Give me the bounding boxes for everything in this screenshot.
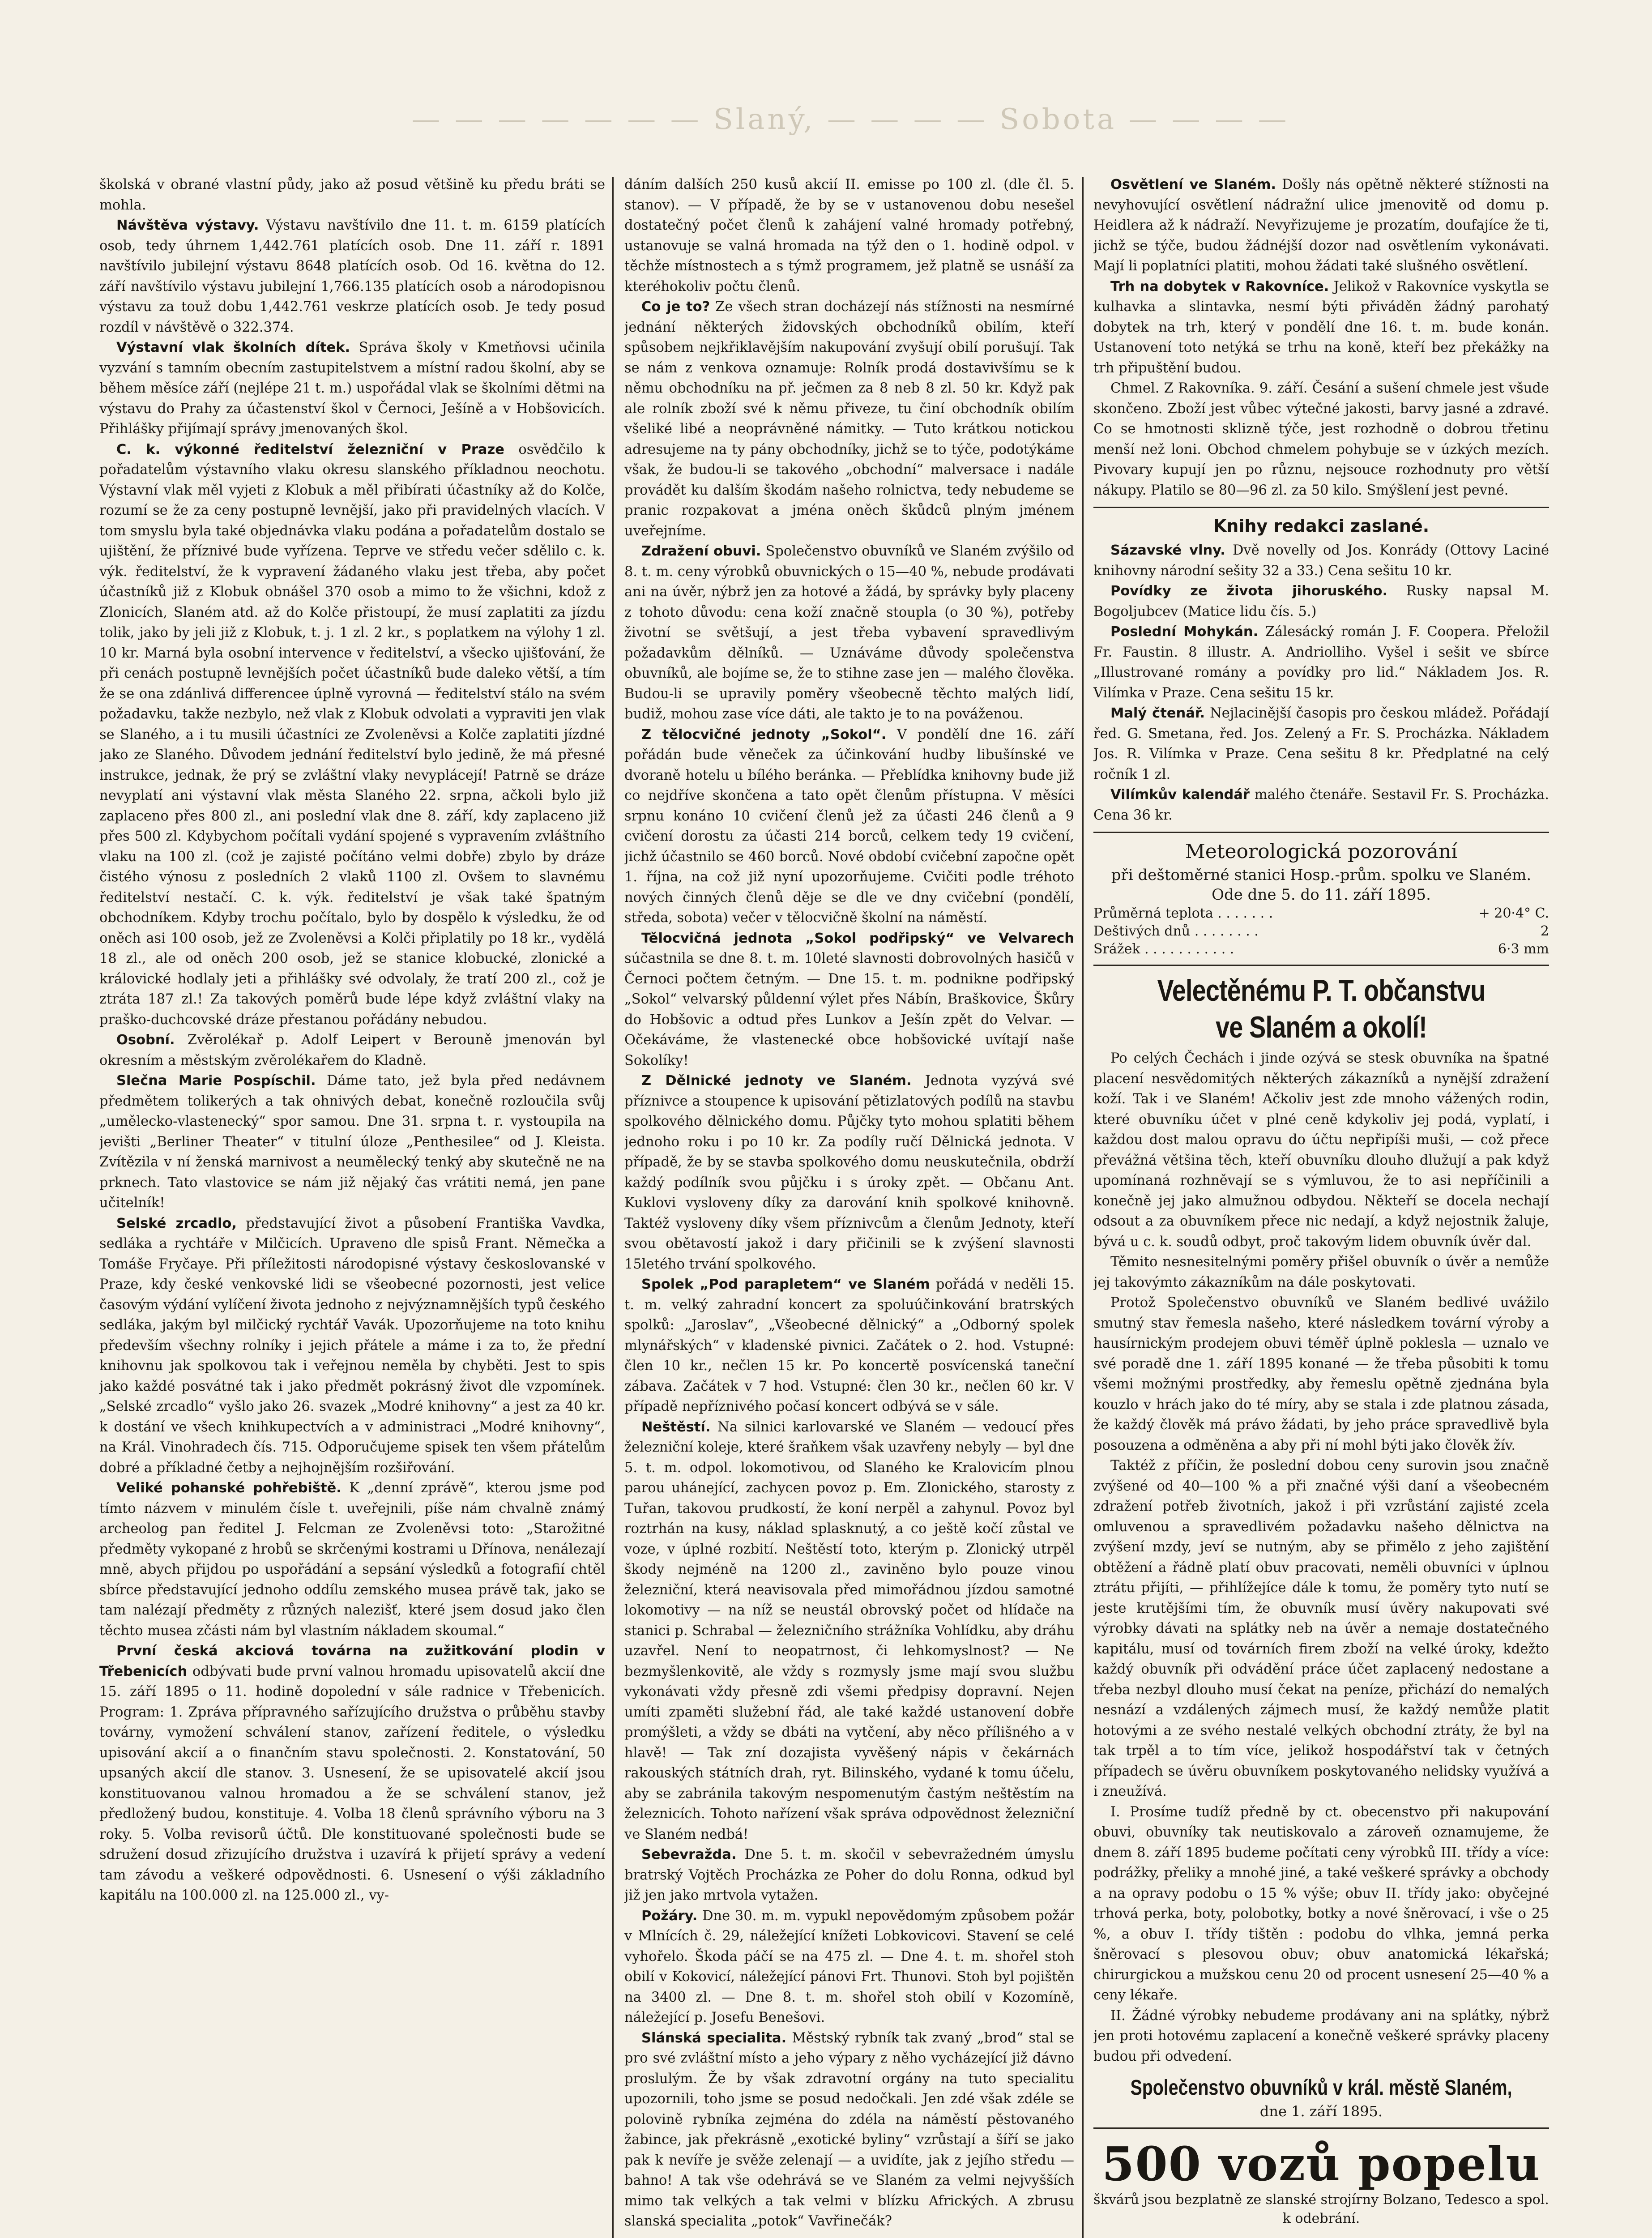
article-paragraph [99, 1478, 605, 1641]
divider [1093, 832, 1549, 833]
article-text: Nejlacinější časopis pro českou mládež. Pořádají řed. G. Smetana, řed. Jos. Zelený a Fr. S. Procházka. Nákladem Jos. R. Vilímka v Praze. Cena sešitu 8 kr. Předplatné na celý ročník 1 zl. [1093, 705, 1549, 782]
meteo-subtitle: při deštoměrné stanici Hosp.-prům. spolku ve Slaném. [1111, 866, 1532, 884]
article-paragraph [99, 1641, 605, 1906]
article-paragraph [99, 175, 605, 215]
article-heading: Z Dělnické jednoty ve Slaném. [641, 1073, 912, 1089]
article-paragraph [624, 1906, 1074, 2028]
appeal-body [1093, 1048, 1549, 2067]
article-paragraph [624, 1274, 1074, 1417]
ad-headline: 500 vozů popelu [1101, 2136, 1541, 2191]
article-text: Zvěrolékař p. Adolf Leipert v Berouně jmenován byl okresním a městským zvěrolékařem do Kladně. [99, 1032, 605, 1068]
article-text: Na silnici karlovarské ve Slaném — vedoucí přes železniční koleje, které šraňkem však uzavřeny nebyly — byl dne 5. t. m. odpol. lokomotivou, od Slaného ke Kralovicím plnou parou uhánející, zachycen povoz p. Em. Zlonického, starosty z Tuřan, takovou prudkostí, že koní nerpěl a zahynul. Povoz byl roztrhán na kusy, náklad splasknutý, a co ještě kočí zůstal ve voze, v úplné rozbití. Neštěstí toto, kterým p. Zlonický utrpěl škody nejméně na 1200 zl., zaviněno bylo pouze vinou železniční, která neavisovala před mimořádnou jízdou samotné lokomotivy — na níž se neustál obrovský počet od hlídače na stanici p. Schrabal — železničního strážníka Vohlídku, aby dráhu uzavřel. Není to neopatrnost, či lehkomyslnost? — Ne bezmyšlenkovitě, ale vždy s rozmysly jsme mají svou službu vykonávati vždy přesně zdi všemi předpisy dopravní. Nejen umíti zpaměti služební řád, ale také každé ustanovení dobře promýšleti, a vždy se dbáti na vytčení, aby něco přílišného a v hlavě! — Tak zní dozajista vyvěšený nápis v čekárnách rakouských státních drah, ryt. Bilinského, vydané k tomu účelu, aby se zabránila takovým nespomenutým častým neštěstím na železnicích. Tohoto nařízení však správa odpovědnost železniční ve Slaném nedbá! [624, 1419, 1074, 1842]
meteo-table [1093, 905, 1549, 958]
article-text: malého čtenáře. Sestavil Fr. S. Procházka. Cena 36 kr. [1093, 787, 1549, 823]
article-paragraph [624, 1071, 1074, 1274]
article-text: Společenstvo obuvníků ve Slaném zvýšilo od 8. t. m. ceny výrobků obuvnických o 15—40 %, nebude prodávati ani na úvěr, nýbrž jen za hotové a žádá, by správky byly placeny z tohoto důvodu: cena koží značně stoupla (o 30 %), potřeby životní se světšují, a jest třeba vybavení spravedlivým požadavkům dělníků. — Uznáváme důvody společenstva obuvníků, ale bojíme se, že to stihne zase jen — malého člověka. Budou-li se upravily poměry všeobecně těchto malých lidí, budiž, mohou zase více dáti, ale takto je to na pováženou. [624, 543, 1074, 722]
meteo-period: Ode dne 5. do 11. září 1895. [1212, 886, 1431, 904]
article-paragraph [1093, 703, 1549, 785]
article-heading: Spolek „Pod parapletem“ ve Slaném [641, 1277, 930, 1292]
article-text: Chmel. Z Rakovníka. 9. září. Česání a sušení chmele jest všude skončeno. Zboží jest vůbec výtečné jakosti, barvy jasné a zdravé. Co se hmotnosti sklizně týče, jest rozhodně o dobrou třetinu menší než loni. Obchod chmelem pohybuje se v úzkých mezích. Pivovary kupují jen po různu, nejsouce rozhodnuty pro větší nákupy. Platilo se 80—96 zl. za 50 kilo. Smýšlení jest pevné. [1093, 380, 1549, 498]
article-text: K „denní zprávě“, kterou jsme pod tímto názvem v minulém čísle t. uveřejnili, píše nám chvalně známý archeolog pan ředitel J. Felcman ze Zvoleněvsi toto: „Starožitné předměty vykopané z hrobů se skrčenými kostrami u Dřínova, nenálezají mně, abych přijdou po uspořádání a sepsání výsledků a fotografií chtěl sbírce představující jednoho oddílu zemského musea právě tak, jako se tam nalézají předměty z různých nalezišť, které jsem dosud jako člen těchto musea zčásti nám byl vlastním nákladem skoumal.“ [99, 1480, 605, 1639]
article-text: odbývati bude první valnou hromadu upisovatelů akcií dne 15. září 1895 o 11. hodině dopolední v sále radnice v Třebenicích. Program: 1. Zpráva přípravného sařízujícího družstva o průběhu stavby továrny, vymožení schválení stanov, zařízení ředitele, o výsledku upisování akcií a o finančním stavu společnosti. 2. Konstatování, 50 upsaných akcií dle stanov. 3. Usnesení, že se upisovatelé akcií jsou konstituovanou valnou hromadou a že se schválení stanov, jež předložený budou, konstituje. 4. Volba 18 členů správního výboru na 3 roky. 5. Volba revisorů účtů. Dle konstituované společnosti bude se sdružení dosud zřizujícího družstva i uzavírá k přijetí správy a vedení tam závodu a veškeré odpovědnosti. 6. Usnesení o výši základního kapitálu na 100.000 zl. na 125.000 zl., vy- [99, 1663, 605, 1903]
meteo-row [1093, 905, 1549, 923]
article-paragraph [99, 440, 605, 1030]
article-text: Správa školy v Kmetňovsi učinila vyzvání s tamním obecním zastupitelstvem a místní radou školní, aby se během měsíce září (nejlépe 21 t. m.) uspořádal vlak se školními dětmi na výstavu do Prahy za účastenství škol v Černoci, Ješíně a v Hobšovicích. Přihlášky přijímají správy jmenovaných škol. [99, 340, 605, 437]
article-heading: První česká akciová továrna na zužitkování plodin v Třebenicích [99, 1643, 605, 1679]
article-paragraph [1093, 581, 1549, 622]
meteo-value: 2 [1540, 923, 1549, 939]
divider [1093, 965, 1549, 966]
article-heading: Výstavní vlak školních dítek. [116, 340, 350, 355]
meteo-title: Meteorologická pozorování [1185, 840, 1458, 863]
article-paragraph [624, 725, 1074, 928]
article-paragraph [99, 215, 605, 337]
article-heading: Povídky ze života jihoruského. [1110, 583, 1388, 599]
appeal-headline [1112, 972, 1530, 1046]
appeal-paragraph: II. Žádné výrobky nebudeme prodávany ani na splátky, nýbrž jen proti hotovému zaplacení a konečně veškeré správky placeny budou při odvedení. [1093, 2007, 1549, 2064]
article-text: Dne 30. m. m. vypukl nepovědomým způsobem požár v Mlnících č. 29, náležející knížeti Lobkovicovi. Stavení se celé vyhořelo. Škoda páčí se na 475 zl. — Dne 4. t. m. shořel stoh obilí v Kokovicí, náležející pánovi Frt. Thunovi. Stoh byl pojištěn na 3400 zl. — Dne 8. t. m. shořel stoh obilí v Kozomíně, náležející p. Josefu Benešovi. [624, 1908, 1074, 2025]
article-heading: Slánská specialita. [641, 2030, 787, 2046]
article-paragraph [1093, 175, 1549, 277]
article-text: školská v obrané vlastní půdy, jako až posud většině ku předu bráti se mohla. [99, 177, 605, 213]
article-text: Dáme tato, jež byla před nedávnem předmětem tolikerých a tak ohnivých debat, konečně rozloučila svůj „umělecko-vlastenecký“ spor samou. Dne 31. srpna t. r. vystoupila na jevišti „Berliner Theater“ v titulní úloze „Penthesilee“ od J. Kleista. Zvítězila v ní ženská marnivost a neumělecký tenký aby skutečně ne na prknech. Tato vlastovice se nám již nějaký čas vrátiti nemá, jen pane učitelník! [99, 1073, 605, 1211]
article-heading: Vilímkův kalendář [1110, 787, 1250, 803]
article-text: Rusky napsal M. Bogoljubcev (Matice lidu čís. 5.) [1093, 583, 1549, 619]
article-heading: Veliké pohanské pohřebiště. [116, 1480, 341, 1496]
column-divider [1082, 177, 1084, 2238]
divider [1093, 2127, 1549, 2129]
appeal-paragraph: Těmito nesnesitelnými poměry přišel obuvník o úvěr a nemůže jej takovýmto zákazníkům na dále poskytovati. [1093, 1254, 1549, 1290]
article-heading: Požáry. [641, 1908, 698, 1924]
article-heading: Sázavské vlny. [1110, 542, 1225, 558]
appeal-paragraph: I. Prosíme tudíž předně by ct. obecenstvo při nakupování obuvi, obuvníky tak neutiskovalo a zároveň oznamujeme, že dnem 8. září 1895 budeme počítati ceny výrobků III. třídy a více: podrážky, přeliky a mnohé jiné, a také veškeré správky a obchody a na opravy podobu o 15 % výše; obuv II. třídy jako: obyčejné trhová perka, boty, polobotky, botky a nové šněrovací, i vše o 25 %, a obuv I. třídy tištěn : podobu do vlhka, jemná perka šněrovací s plesovou obuv; obuv anatomická lékařská; chirurgickou a mužskou cenu 20 od procent usnesení 25—40 % a ceny lékaře. [1093, 1804, 1549, 2003]
article-text: Dne 5. t. m. skočil v sebevražedném úmyslu bratrský Vojtěch Procházka ze Poher do dolu Ronna, odkud byl již jen jako mrtvola vytažen. [624, 1847, 1074, 1903]
article-text: Dvě novelly od Jos. Konrády (Ottovy Laciné knihovny národní sešity 32 a 33.) Cena sešitu 10 kr. [1093, 542, 1549, 579]
article-text: Ze všech stran docházejí nás stížnosti na nesmírné jednání některých židovských obchodníků obilím, kteří spůsobem nejkřiklavějším nakupování zvyšují obilí porušují. Tak se nám z venkova oznamuje: Rolník prodá dostavivšímu se k němu obchodníku na př. ječmen za 8 neb 8 zl. 50 kr. Když pak ale rolník zboží své k němu přiveze, tu činí obchodník obilím všeliké libé a neoprávněné námitky. — Tuto krátkou notickou adresujeme na ty pány obchodníky, jichž se to týče, podotýkáme však, že budou-li se takového „obchodní“ malversace i nadále provádět ku dalším škodám našeho rolnictva, tedy nebudeme se pranic rozpakovat a jména oněch škůdců plným jménem uveřejníme. [624, 299, 1074, 539]
article-text: dáním dalších 250 kusů akcií II. emisse po 100 zl. (dle čl. 5. stanov). — V případě, že by se v ustanovenou dobu nesešel dostatečný počet členů k zahájení valné hromady potřebný, ustanovuje se valná hromada na týž den o 1. hodině odpol. v těchže místnostech a s týmž programem, jež platně se usnáší za kteréhokoliv počtu členů. [624, 177, 1074, 295]
books-section-title: Knihy redakci zaslané. [1213, 516, 1430, 536]
article-heading: C. k. výkonné ředitelství železniční v Praze [116, 441, 504, 457]
appeal-headline-line2: ve Slaném a okolí! [1216, 1010, 1427, 1044]
meteo-value: 6·3 mm [1498, 941, 1549, 957]
article-paragraph [624, 1417, 1074, 1845]
notices [1093, 175, 1549, 500]
article-text: Jelikož v Rakovníce vyskytla se kulhavka a slintavka, nesmí býti přiváděn žádný parohatý dobytek na trh, který v pondělí dne 16. t. m. bude konán. Ustanovení toto netýká se trhu na koně, kteří bez překážky na trh připuštění budou. [1093, 278, 1549, 376]
article-heading: Tělocvičná jednota „Sokol podřipský“ ve Velvarech [641, 930, 1074, 946]
article-paragraph [99, 1213, 605, 1478]
appeal-paragraph: Taktéž z příčin, že poslední dobou ceny surovin jsou značně zvýšené od 40—100 % a při značné výši daní a všeobecném zdražení potřeb životních, jakož i při vzrůstání zajisté zcela omluvenou a spravedlivém požadavku našeho dělnictva na zvýšení mzdy, jeví se nutným, aby se přimělo z jeho zajištění obtěžení a řádně platí obuv pracovati, neměli obuvníci v úplnou ztrátu přijíti, — přihlížejíce dále k tomu, že poměry tyto nutí se jeste krutějšími tím, že obuvník musí úvěry nakupovati své výrobky dávati na splátky neb na úvěr a nemaje dostatečného kapitálu, musí od továrních firem zboží na velké úroky, kdežto každý obuvník při odvádění práce účet zaplacený nedostane a třeba nezbyl dlouho musí čekat na peníze, přichází do nemalých nesnází a vzdálených zájmech musí, že každý nemůže platit hotovými a ze svého nestalé velkých obchodní ztráty, že byl na tak trpěl a to tím více, jelikož hospodářství tak v četných případech se úvěru obuvníkem poskytovaného nelidsky využívá a i zneužívá. [1093, 1458, 1549, 1799]
article-heading: Osvětlení ve Slaném. [1110, 177, 1276, 192]
column-right [1093, 175, 1549, 2238]
article-paragraph [1093, 378, 1549, 500]
article-text: představující život a působení Františka Vavdka, sedláka a rychtáře v Milčicích. Upraveno dle spisů Frant. Němečka a Tomáše Fryčaye. Při příležitosti národopisné výstavy českoslovanské v Praze, kdy české venkovské lidi se všeobecné pozornosti, jest velice časovým výdání vylíčení života jednoho z nejvýznamnějších typů českého sedláka, jakým byl milčický rychtář Vavák. Upozorňujeme na toto knihu především všechny rolníky i jejich přátele a máme i za to, že přední knihovnu jak spolkovou tak i veřejnou neměla by chyběti. Jest to spis jako každé posvátné tak i jako předmět pokrásný život dle vzpomínek. „Selské zrcadlo“ vyšlo jako 26. svazek „Modré knihovny“ a jest za 40 kr. k dostání ve všech knihkupectvích a v administraci „Modré knihovny“, na Král. Vinohradech čís. 715. Odporučujeme spisek ten všem přátelům dobré a příkladné četby a nejhojnějším rozšiřování. [99, 1215, 605, 1476]
article-paragraph [624, 297, 1074, 541]
article-text: Městský rybník tak zvaný „brod“ stal se pro své zvláštní místo a jeho výpary z něho vycházející již dávno proslulým. Že by však zdravotní orgány na tuto specialitu upozornili, toho jsme se posud nedočkali. Jen zdé však zdéle se polovině rybníka zejména do zdéla na náměstí pěstovaného žabince, jak překrásně „exotické byliny“ vzrůstají a šíří se jako pak k nevíře je svěže zelenají — a uvidíte, jak z jejího středu — bahno! A tak vše odehrává se ve Slaném za velmi nejvyšších mimo tak velkých a tak velmi v blízku Afrických. A zbrusu slanská specialita „potok“ Vavřinečák? [624, 2030, 1074, 2229]
meteo-label: Srážek . . . . . . . . . . . [1093, 941, 1234, 957]
ad-text: škvárů jsou bezplatně ze slanské strojírny Bolzano, Tedesco a spol. k odebrání. [1093, 2192, 1549, 2226]
article-text: Výstavu navštívilo dne 11. t. m. 6159 platících osob, tedy úhrnem 1,442.761 platících osob. Dne 11. září r. 1891 navštívilo jubilejní výstavu 8648 platících osob. Od 16. května do 12. září navštívilo výstavu jubilejní 1,766.135 platících osob a národopisnou výstavu za touž dobu 1,442.761 veskrze platících osob. Je tedy posud rozdíl v návštěvě o 322.374. [99, 218, 605, 335]
meteo-row [1093, 923, 1549, 940]
article-paragraph [1093, 785, 1549, 825]
article-text: Došly nás opětně některé stížnosti na nevyhovující osvětlení nádražní ulice jmenovitě od domu p. Heidlera až k nádraží. Nevyřizujeme je prozatím, doufajíce že ti, jichž se týče, budou žádnéjší dozor nad osvětlením vykonávati. Mají li poplatníci platiti, mohou žádati také slušného osvětlení. [1093, 177, 1549, 274]
appeal-headline-line1: Velectěnému P. T. občanstvu [1157, 974, 1486, 1008]
article-text: osvědčilo k pořadatelům výstavního vlaku okresu slanského příkladnou neochotu. Výstavní vlak měl vyjeti z Klobuk a měl přibírati účastníky až do Kolče, rozumí se že za ceny postupně levnější, jako při pravidelných vlacích. V tom smyslu byla také objednávka vlaku podána a pořadatelům dostalo se ujištění, že příznivé bude vyřízena. Teprve ve středu večer sdělilo c. k. výk. ředitelství, že k vypravení žádaného vlaku jest třeba, aby počet účastníků již z Klobuk obnášel 370 osob a mimo to že všichni, kdož z Zlonicích, Slaném atd. až do Kolče přistoupí, že musí zaplatiti za jízdu tolik, jako by jeli již z Klobuk, t. j. 1 zl. 2 kr., s poplatkem na výlohy 1 zl. 10 kr. Marná byla osobní intervence v ředitelství, a všecko ujišťování, že při cenách postupně levnějších počet účastníků bude daleko větší, a tím že se ona zdánlivá differencee úplně vyrovná — ředitelství stálo na svém požadavku, takže nezbylo, než vlak z Klobuk odvolati a vypraviti jen vlak se Slaného, a i tu musili účastníci ze Zvoleněvsi a Kolče zaplatiti jízdné jako ze Slaného. Důvodem jednání ředitelství bylo jedině, že má přesné instrukce, jednak, že prý se zvláštní vlaky nevyplácejí! Patrně se dráze nevyplatí ani výstavní vlak města Slaného 22. srpna, ačkoli bylo již zaplaceno přes 800 zl., ani poslední vlak dne 8. září, kdy zaplaceno již přes 500 zl. Kdybychom počítali vydání spojené s vypravením zvláštního vlaku na 100 zl. (což je zajisté počítáno velmi dobře) zbylo by dráze čistého výnosu z posledních 2 vlaků 1100 zl. Ovšem to slavnému ředitelství nestačí. C. k. výk. ředitelství je však také špatným obchodníkem. Kdyby trochu počítalo, bylo by dospělo k výsledku, že od oněch asi 100 osob, jež ze Zvoleněvsi a Kolči připlatily po 18 kr., vydělá 18 zl., ale od oněch 200 osob, jež se stanice klobucké, zlonické a královické hodlaly jeti a přihlášky své odvolaly, že tratí 200 zl., což je ztráta 187 zl.! Za takových poměrů bude lépe když zvláštní vlaky na praško-duchcovské dráze přestanou pořádány nebudou. [99, 441, 605, 1028]
article-paragraph [1093, 622, 1549, 703]
meteo-label: Deštivých dnů . . . . . . . . [1093, 923, 1259, 939]
appeal-date: dne 1. září 1895. [1259, 2103, 1383, 2120]
meteo-row [1093, 940, 1549, 958]
article-heading: Z tělocvičné jednoty „Sokol“. [641, 726, 887, 743]
column-middle [624, 175, 1074, 2238]
meteo-label: Průměrná teplota . . . . . . . [1093, 905, 1273, 921]
books-list [1093, 540, 1549, 825]
article-heading: Trh na dobytek v Rakovníce. [1110, 278, 1329, 295]
article-paragraph [624, 1845, 1074, 1906]
appeal-signature: Společenstvo obuvníků v král. městě Slaném, [1130, 2076, 1512, 2100]
article-heading: Malý čtenář. [1110, 705, 1205, 721]
article-heading: Návštěva výstavy. [116, 218, 259, 233]
article-paragraph [99, 337, 605, 440]
article-heading: Zdražení obuvi. [641, 543, 761, 559]
article-text: pořádá v neděli 15. t. m. velký zahradní koncert za spoluúčinkování bratrských spolků: „Jaroslav“, „Všeobecné dělnický“ a „Odborný spolek mlynářských“ v kladenské pivnici. Začátek o 2. hod. Vstupné: člen 10 kr., nečlen 15 kr. Po koncertě posvícenská taneční zábava. Začátek v 7 hod. Vstupné: člen 30 kr., nečlen 60 kr. V případě nepříznivého počasí koncert odbývá se v sále. [624, 1277, 1074, 1414]
article-paragraph [99, 1071, 605, 1213]
column-left [99, 175, 605, 2238]
article-paragraph [624, 175, 1074, 297]
article-text: Jednota vyzývá své příznivce a stoupence k upisování pětizlatových podílů na stavbu spolkového dělnického domu. Půjčky tyto mohou splatiti během jednoho roku i po 10 kr. Za podíly ručí Dělnická jednota. V případě, že by se stavba spolkového domu neuskutečnila, obdrží každý podílník svou půjčku i s úroky zpět. — Občanu Ant. Kuklovi vysloveny díky za darování knih spolkové knihovně. Taktéž vysloveny díky všem příznivcům a členům Jednoty, kteří svou obětavostí jakož i dary přičinili se k zvýšení slavnosti 15letého trvání spolkového. [624, 1073, 1074, 1272]
article-paragraph [624, 541, 1074, 725]
article-paragraph [1093, 540, 1549, 581]
divider [1093, 507, 1549, 508]
article-heading: Co je to? [641, 299, 710, 315]
appeal-paragraph: Protož Společenstvo obuvníků ve Slaném bedlivé uvážilo smutný stav řemesla našeho, které následkem tovární výroby a hausírnickým prodejem obuvi téměř úplně poklesla — uznalo ve své poradě dne 1. září 1895 konané — že třeba působiti k tomu všemi možnými prostředky, aby řemeslu opětně zjednána byla kouzlo v hrách jako do té míry, aby se stala i zde platnou zásada, že každý člověk má právo žádati, by jeho práce spravedlivě byla posouzena a odměněna a aby při ní mohl býti jako člověk žív. [1093, 1295, 1549, 1453]
appeal-paragraph: Po celých Čechách i jinde ozývá se stesk obuvníka na špatné placení nesvědomitých některých zákazníků a nynější zdražení koží. Tak i ve Slaném! Ačkoliv jest zde mnoho vážených rodin, které obuvníku účet v plné ceně kdykoliv jej podá, vyplatí, i každou dost malou opravu do účtu nepřipíši muši, — což přece převážná většina těch, kteří obuvníku dlouho dlužují a pak když upomínaná rozhněvají se s výmluvou, že to asi nepříčinili a konečně jej jako almužnou odbydou. Někteří se docela nechají odsout a za obuvníkem přece nic nedají, a když nejostnik žaluje, bývá u c. k. soudů odbyt, proč takovým lidem obuvník úvěr dal. [1093, 1051, 1549, 1250]
article-heading: Selské zrcadlo, [116, 1215, 237, 1231]
article-paragraph [1093, 277, 1549, 379]
page-header-faint: — — — — — — — Slaný, — — — — Sobota — — — — [411, 103, 1289, 136]
article-paragraph [99, 1030, 605, 1071]
article-text: Zálesácký román J. F. Coopera. Přeložil Fr. Faustin. 8 illustr. A. Andriolliho. Vyšel i sešit ve sbírce „Illustrované romány a povídky pro lid.“ Nákladem Jos. R. Vilímka v Praze. Cena sešitu 15 kr. [1093, 624, 1549, 701]
article-text: V pondělí dne 16. září pořádán bude věneček za účinkování hudby libušínské ve dvoraně hotelu u bílého beránka. — Přeblídka knihovny bude již co nejdříve skončena a tato opět členům přístupna. V měsíci srpnu konáno 10 cvičení členů jež za účasti 246 členů a 9 cvičení dorostu za účasti 214 borců, celkem tedy 19 cvičení, jichž účastnilo se 460 borců. Nové období cvičební započne opět 1. října, na což již nyní upozorňujeme. Cvičiti podle tréhoto nových činných členů děje se dle ve dny cvičební (pondělí, středa, sobota) večer v tělocvičně školní na náměstí. [624, 726, 1074, 926]
column-divider [612, 177, 614, 2238]
article-paragraph [624, 928, 1074, 1071]
meteo-value: + 20·4° C. [1478, 905, 1549, 921]
article-heading: Osobní. [116, 1032, 175, 1048]
article-paragraph [624, 2028, 1074, 2232]
article-text: súčastnila se dne 8. t. m. 10leté slavnosti dobrovolných hasičů v Černoci počtem četným. — Dne 15. t. m. podnikne podřipský „Sokol“ velvarský půldenní výlet přes Nábín, Braškovice, Škůry do Hobšovic a odtud přes Lunkov a Ješín zpět do Velvar. — Očekáváme, že vlastenecké obce hobšovické uvítají naše Sokolíky! [624, 951, 1074, 1068]
article-heading: Slečna Marie Pospíschil. [116, 1073, 316, 1089]
article-heading: Sebevražda. [641, 1847, 737, 1862]
article-heading: Poslední Mohykán. [1110, 624, 1259, 640]
article-heading: Neštěstí. [641, 1419, 711, 1435]
